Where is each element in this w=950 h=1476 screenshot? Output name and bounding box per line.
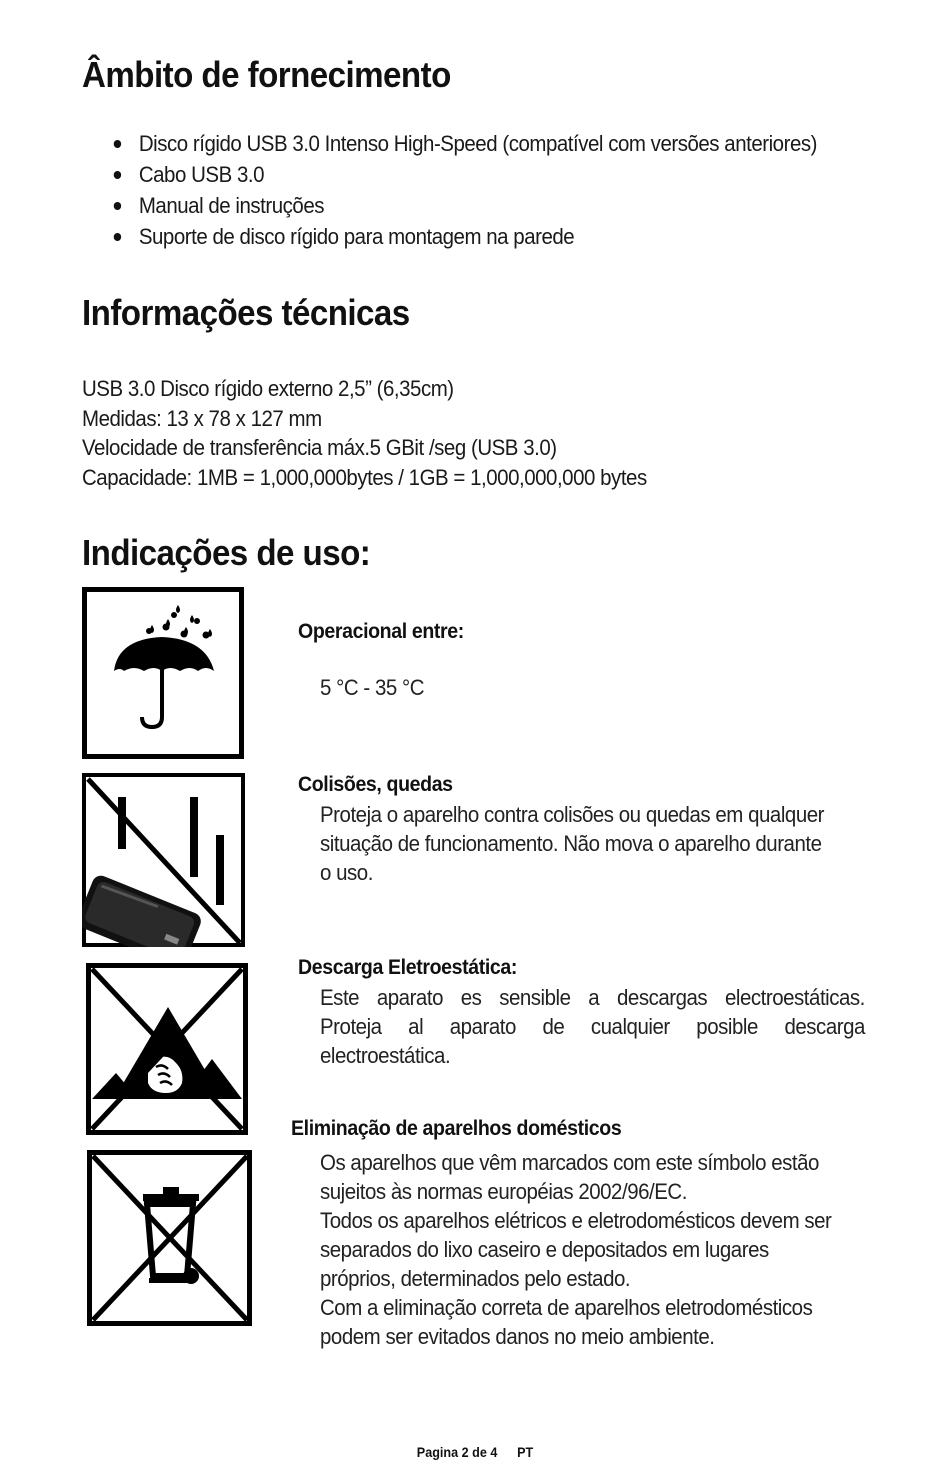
scope-heading: Âmbito de fornecimento xyxy=(82,54,451,95)
esd-title: Descarga Eletroestática: xyxy=(298,956,518,979)
text-line: sujeitos às normas européias 2002/96/EC. xyxy=(320,1179,687,1204)
spec-line: Velocidade de transferência máx.5 GBit /seg (USB 3.0) xyxy=(82,435,557,460)
page-current: 2 xyxy=(461,1444,469,1460)
list-item: Disco rígido USB 3.0 Intenso High-Speed (compatível com versões anteriores) xyxy=(110,128,817,159)
text-line: Os aparelhos que vêm marcados com este símbolo estão xyxy=(320,1150,819,1175)
text-line: situação de funcionamento. Não mova o aparelho durante xyxy=(320,831,822,856)
bullet-icon xyxy=(114,140,121,148)
bullet-icon xyxy=(114,171,121,179)
esd-text xyxy=(320,983,865,1070)
crossed-bin-icon xyxy=(87,1150,252,1326)
esd-warning-icon xyxy=(86,963,248,1135)
text-line: Proteja o aparelho contra colisões ou quedas em qualquer xyxy=(320,802,825,827)
page-label: Pagina xyxy=(416,1444,459,1460)
language-code: PT xyxy=(517,1444,534,1460)
text-line: 5 °C - 35 °C xyxy=(320,675,425,700)
bullet-icon xyxy=(114,233,121,241)
technical-specs xyxy=(82,374,689,492)
collision-text xyxy=(320,800,824,887)
text-line: Proteja al aparato de cualquier posible descarga xyxy=(320,1014,865,1039)
text-line: o uso. xyxy=(320,860,373,885)
page-footer xyxy=(48,1444,903,1460)
usage-heading: Indicações de uso: xyxy=(82,532,371,573)
operating-title: Operacional entre: xyxy=(298,620,464,643)
spec-line: Capacidade: 1MB = 1,000,000bytes / 1GB = 1,000,000,000 bytes xyxy=(82,464,647,490)
operating-text xyxy=(320,673,424,702)
text-line: próprios, determinados pelo estado. xyxy=(320,1266,631,1291)
disposal-text xyxy=(320,1148,831,1351)
technical-heading: Informações técnicas xyxy=(82,292,410,333)
page-total: 4 xyxy=(490,1444,498,1460)
text-line: separados do lixo caseiro e depositados em lugares xyxy=(320,1237,769,1262)
spec-line: Medidas: 13 x 78 x 127 mm xyxy=(82,405,322,431)
text-line: Com a eliminação correta de aparelhos eletrodomésticos xyxy=(320,1295,813,1320)
scope-list xyxy=(110,128,870,252)
spec-line: USB 3.0 Disco rígido externo 2,5” (6,35cm) xyxy=(82,376,454,401)
text-line: electroestática. xyxy=(320,1043,451,1068)
disposal-title: Eliminação de aparelhos domésticos xyxy=(291,1117,622,1140)
bullet-icon xyxy=(114,202,121,210)
list-item: Manual de instruções xyxy=(110,190,817,221)
list-item: Cabo USB 3.0 xyxy=(110,159,817,190)
list-item: Suporte de disco rígido para montagem na parede xyxy=(110,221,817,252)
no-drop-icon xyxy=(82,773,245,947)
collision-title: Colisões, quedas xyxy=(298,773,453,796)
text-line: Todos os aparelhos elétricos e eletrodomésticos devem ser xyxy=(320,1208,832,1233)
text-line: podem ser evitados danos no meio ambiente. xyxy=(320,1324,715,1349)
umbrella-rain-icon xyxy=(82,587,244,759)
text-line: Este aparato es sensible a descargas electroestáticas. xyxy=(320,985,865,1010)
of-label: de xyxy=(472,1444,487,1460)
